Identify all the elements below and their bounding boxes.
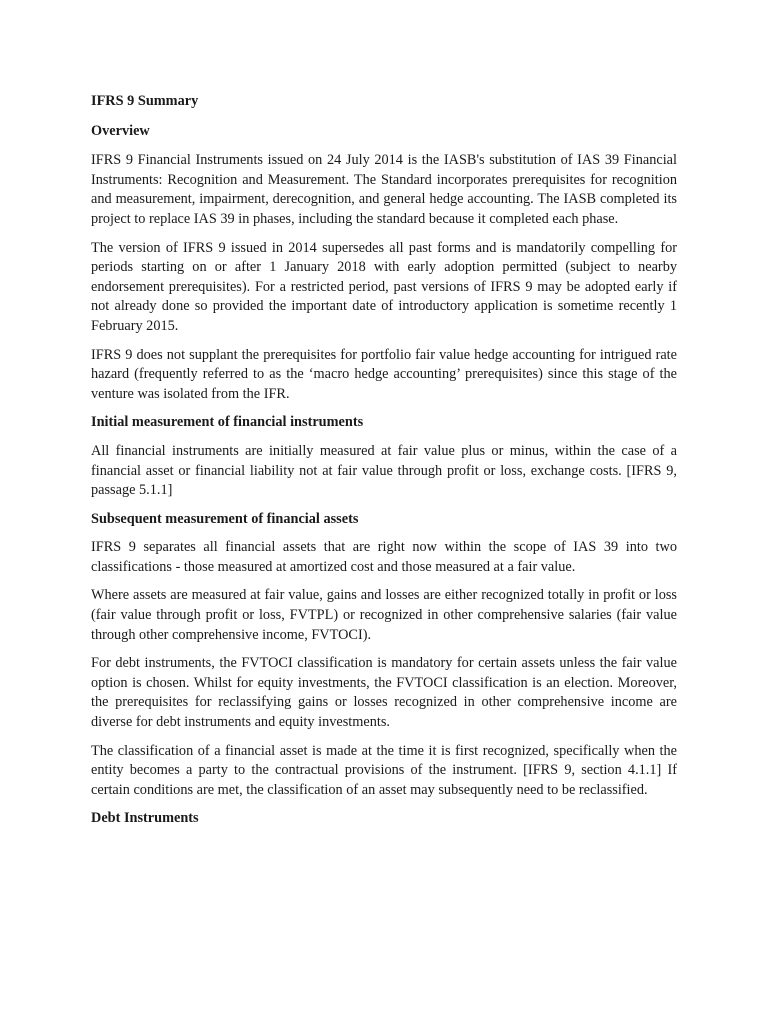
paragraph: The version of IFRS 9 issued in 2014 supersedes all past forms and is mandatorily compelling for periods starting on or after 1 January 2018 with early adoption permitted (subject to nearby endorsement prerequisites). For a restricted period, past versions of IFRS 9 may be adopted early if not already done so provided the important date of introductory application is sometime recently 1 February 2015. [91,239,677,334]
document-body [91,92,677,838]
paragraph: Where assets are measured at fair value, gains and losses are either recognized totally in profit or loss (fair value through profit or loss, FVTPL) or recognized in other comprehensive salaries (fair value through other comprehensive income, FVTOCI). [91,587,677,643]
document-title: IFRS 9 Summary [91,93,199,109]
paragraph: For debt instruments, the FVTOCI classification is mandatory for certain assets unless the fair value option is chosen. Whilst for equity investments, the FVTOCI classification is an election. Moreover, the prerequisites for reclassifying gains or losses recognized in other comprehensive income are diverse for debt instruments and equity investments. [91,655,677,731]
paragraph: IFRS 9 does not supplant the prerequisites for portfolio fair value hedge accounting for intrigued rate hazard (frequently referred to as the ‘macro hedge accounting’ prerequisites) since this stage of the venture was isolated from the IFR. [91,346,677,402]
section-heading-debt-instruments: Debt Instruments [91,810,199,827]
paragraph: The classification of a financial asset is made at the time it is first recognized, specifically when the entity becomes a party to the contractual provisions of the instrument. [IFRS 9, section 4.1.1] If certain conditions are met, the classification of an asset may subsequently need to be reclassified. [91,742,677,798]
section-heading-subsequent-measurement: Subsequent measurement of financial assets [91,510,359,527]
paragraph: IFRS 9 separates all financial assets that are right now within the scope of IAS 39 into two classifications - those measured at amortized cost and those measured at a fair value. [91,539,677,575]
section-heading-initial-measurement: Initial measurement of financial instruments [91,414,364,431]
paragraph: IFRS 9 Financial Instruments issued on 24 July 2014 is the IASB's substitution of IAS 39 Financial Instruments: Recognition and Measurement. The Standard incorporates prerequisites for recognition and measurement, impairment, derecognition, and general hedge accounting. The IASB completed its project to replace IAS 39 in phases, including the standard because it completed each phase. [91,152,677,227]
paragraph: All financial instruments are initially measured at fair value plus or minus, within the case of a financial asset or financial liability not at fair value through profit or loss, exchange costs. [IFRS 9, passage 5.1.1] [91,442,677,499]
section-heading-overview: Overview [91,122,150,139]
